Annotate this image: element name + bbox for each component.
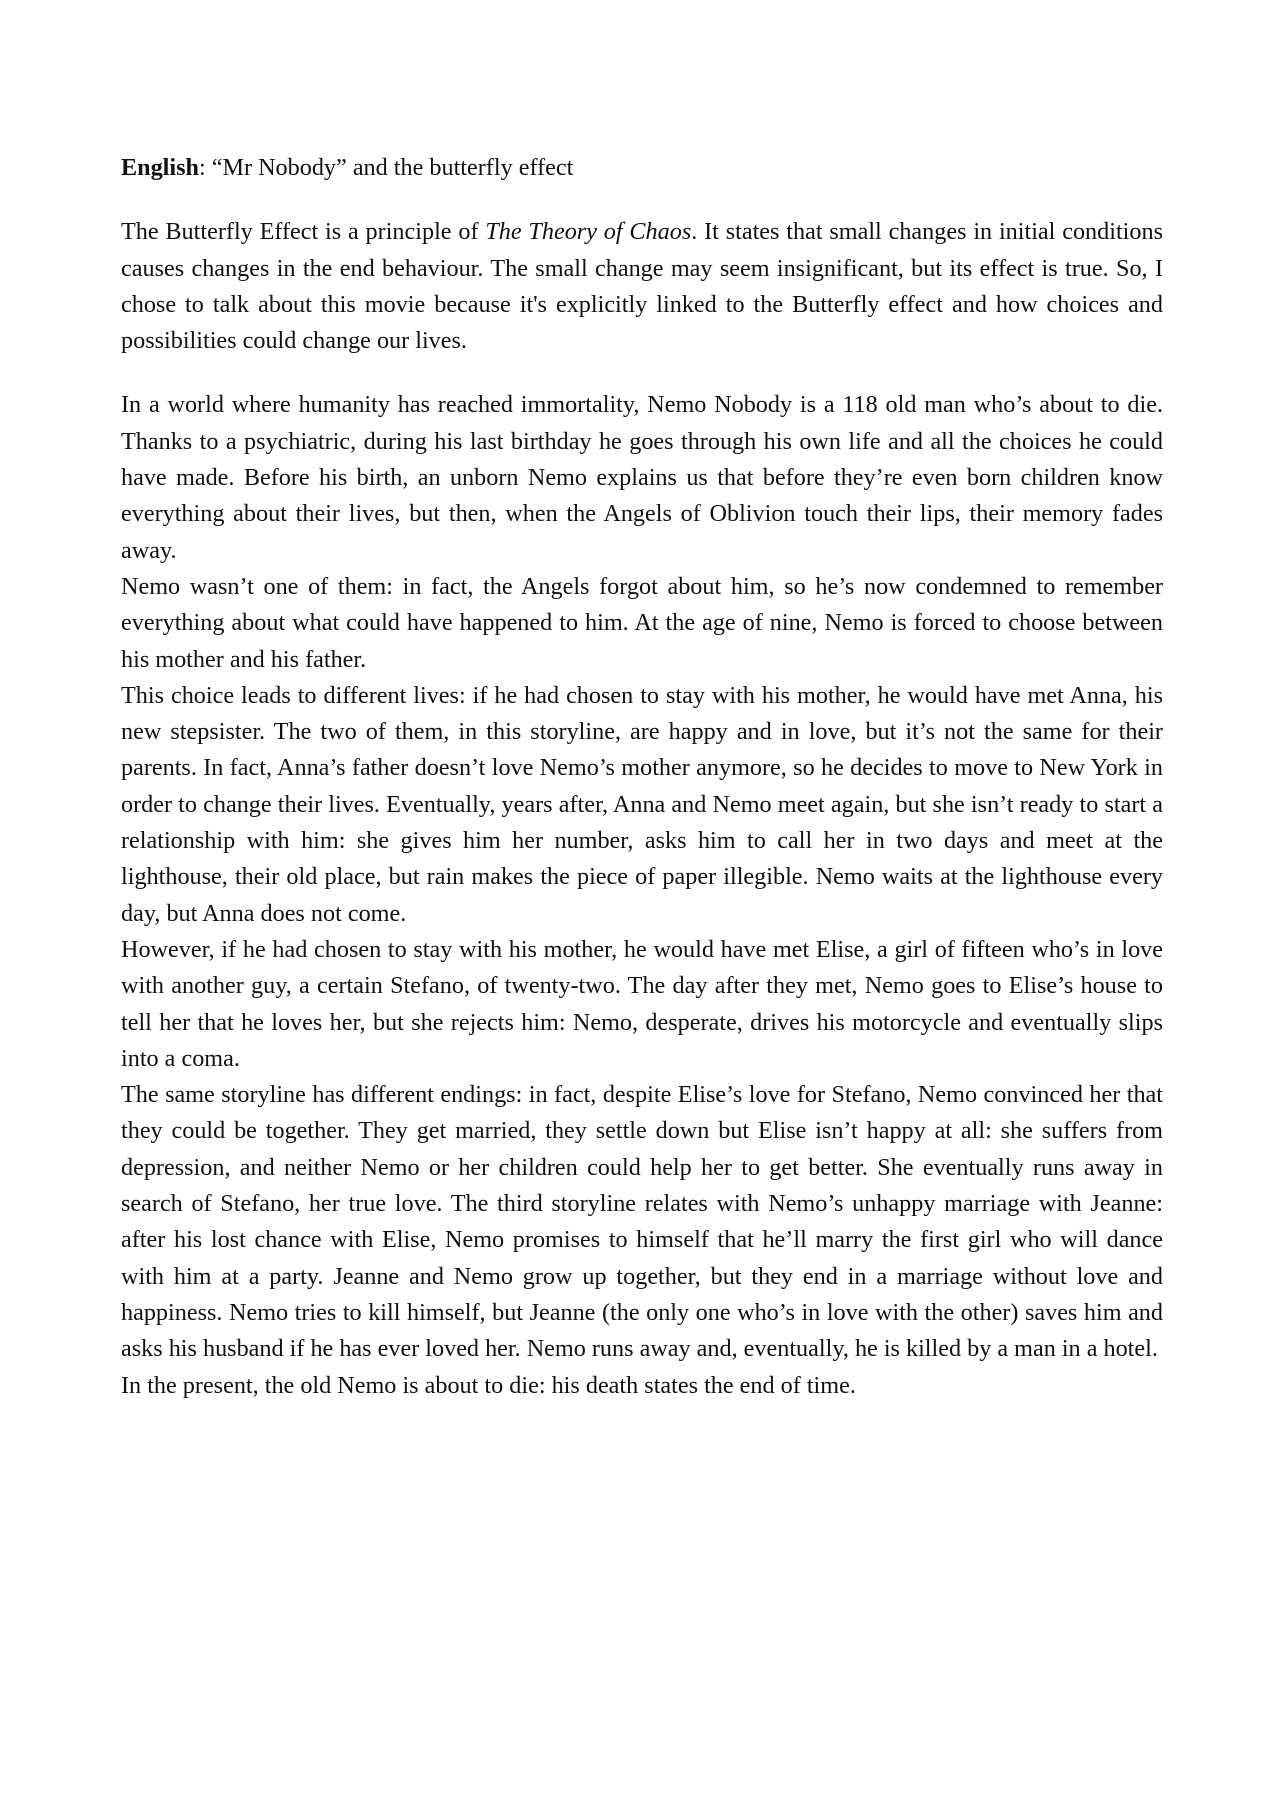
intro-text-rest: . It states that small changes in initial conditions causes changes in the end behaviour. The small change may seem insignificant, but its effect is true. So, I chose to talk about this movie because it's explicitly linked to the Butterfly effect and how choices and possibilities could change our lives. bbox=[121, 218, 1163, 355]
paragraph: Nemo wasn’t one of them: in fact, the Angels forgot about him, so he’s now condemned to remember everything about what could have happened to him. At the age of nine, Nemo is forced to choose between his mother and his father. bbox=[121, 572, 1163, 673]
title-subject: English bbox=[121, 154, 199, 181]
paragraph: In a world where humanity has reached immortality, Nemo Nobody is a 118 old man who’s about to die. Thanks to a psychiatric, during his last birthday he goes through his own life and all the choices he could have made. Before his birth, an unborn Nemo explains us that before they’re even born children know everything about their lives, but then, when the Angels of Oblivion touch their lips, their memory fades away. bbox=[121, 391, 1163, 564]
paragraph: However, if he had chosen to stay with his mother, he would have met Elise, a girl of fifteen who’s in love with another guy, a certain Stefano, of twenty-two. The day after they met, Nemo goes to Elise’s house to tell her that he loves her, but she rejects him: Nemo, desperate, drives his motorcycle and eventually slips into a coma. bbox=[121, 935, 1163, 1072]
paragraph: The same storyline has different endings: in fact, despite Elise’s love for Stefano, Nemo convinced her that they could be together. They get married, they settle down but Elise isn’t happy at all: she suffers from depression, and neither Nemo or her children could help her to get better. She eventually runs away in search of Stefano, her true love. The third storyline relates with Nemo’s unhappy marriage with Jeanne: after his lost chance with Elise, Nemo promises to himself that he’ll marry the first girl who will dance with him at a party. Jeanne and Nemo grow up together, but they end in a marriage without love and happiness. Nemo tries to kill himself, but Jeanne (the only one who’s in love with the other) saves him and asks his husband if he has ever loved her. Nemo runs away and, eventually, he is killed by a man in a hotel. bbox=[121, 1081, 1163, 1363]
intro-text: The Butterfly Effect is a principle of bbox=[121, 218, 486, 246]
intro-paragraph bbox=[121, 214, 1163, 359]
document-page bbox=[121, 150, 1163, 1404]
intro-italic-title: The Theory of Chaos bbox=[485, 218, 692, 246]
title-text: : “Mr Nobody” and the butterfly effect bbox=[198, 154, 574, 181]
document-title bbox=[121, 150, 1163, 186]
paragraph: In the present, the old Nemo is about to die: his death states the end of time. bbox=[121, 1371, 856, 1399]
paragraph: This choice leads to different lives: if he had chosen to stay with his mother, he would have met Anna, his new stepsister. The two of them, in this storyline, are happy and in love, but it’s not the same for their parents. In fact, Anna’s father doesn’t love Nemo’s mother anymore, so he decides to move to New York in order to change their lives. Eventually, years after, Anna and Nemo meet again, but she isn’t ready to start a relationship with him: she gives him her number, asks him to call her in two days and meet at the lighthouse, their old place, but rain makes the piece of paper illegible. Nemo waits at the lighthouse every day, but Anna does not come. bbox=[121, 681, 1163, 927]
